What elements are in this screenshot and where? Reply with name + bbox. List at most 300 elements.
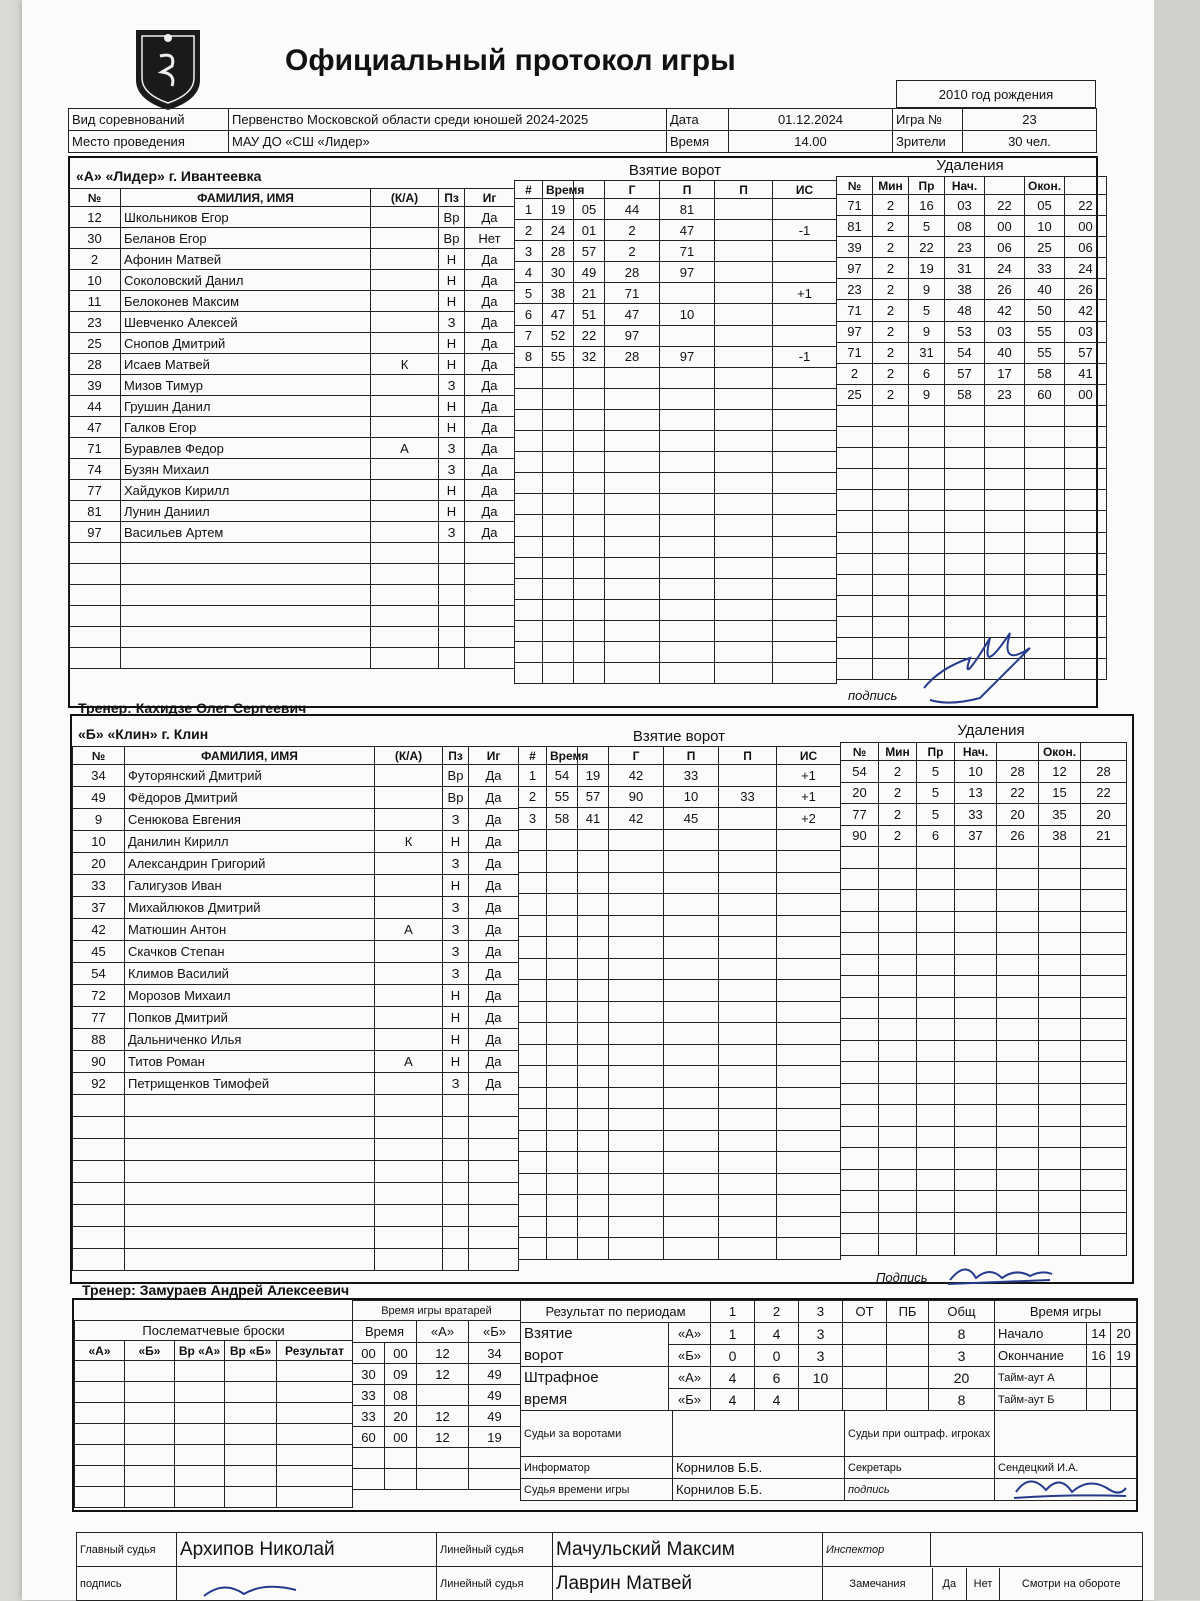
penalties-cell: 42: [1065, 300, 1107, 321]
empty-cell: [773, 409, 837, 430]
empty-cell: [664, 958, 719, 980]
penalties-cell: 2: [873, 258, 909, 279]
timeout-b-row: [995, 1389, 1137, 1411]
player-row: [73, 897, 519, 919]
goalie-cell: 34: [469, 1343, 521, 1364]
empty-cell: [917, 1169, 955, 1191]
empty-cell: [879, 1062, 917, 1084]
empty-cell: [75, 1382, 125, 1403]
empty-cell: [371, 543, 439, 564]
empty-cell: [515, 473, 543, 494]
empty-cell: [873, 405, 909, 426]
empty-cell: [873, 448, 909, 469]
empty-cell: [985, 595, 1025, 616]
empty-cell: [1039, 1126, 1081, 1148]
empty-cell: [879, 997, 917, 1019]
penalties-cell: 90: [841, 825, 879, 847]
is-header: ИС: [777, 747, 841, 765]
empty-cell: [574, 452, 605, 473]
empty-cell: [660, 388, 715, 409]
player-ig: Да: [469, 919, 519, 941]
goals-row: [515, 431, 837, 452]
period-value: [843, 1367, 887, 1389]
goals-cell: 22: [574, 325, 605, 346]
empty-cell: [719, 851, 777, 873]
empty-cell: [945, 553, 985, 574]
penalties-row: [841, 1083, 1127, 1105]
empty-cell: [715, 557, 773, 578]
goals-cell: 58: [547, 808, 578, 830]
empty-cell: [873, 427, 909, 448]
empty-cell: [519, 958, 547, 980]
player-name: Буравлев Федор: [121, 438, 371, 459]
empty-cell: [1039, 1062, 1081, 1084]
goals-cell: 21: [574, 283, 605, 304]
goals-cell: 57: [578, 786, 609, 808]
empty-cell: [515, 409, 543, 430]
penalties-cell: 5: [917, 804, 955, 826]
empty-cell: [837, 616, 873, 637]
goals-cell: 01: [574, 220, 605, 241]
player-num: 54: [73, 963, 125, 985]
empty-cell: [1081, 1191, 1127, 1213]
empty-cell: [997, 1191, 1039, 1213]
empty-cell: [719, 1238, 777, 1260]
shootout-row: [75, 1382, 353, 1403]
penalties-cell: 54: [841, 761, 879, 783]
player-name: Титов Роман: [125, 1051, 375, 1073]
empty-cell: [175, 1466, 225, 1487]
empty-cell: [719, 915, 777, 937]
empty-cell: [574, 663, 605, 684]
empty-cell: [873, 532, 909, 553]
empty-cell: [660, 641, 715, 662]
empty-cell: [75, 1403, 125, 1424]
goals-row: [519, 980, 841, 1002]
player-pz: Вр: [443, 787, 469, 809]
empty-cell: [664, 937, 719, 959]
penalties-row: [837, 216, 1107, 237]
goals-row: [515, 325, 837, 346]
empty-cell: [574, 388, 605, 409]
player-ka: [375, 853, 443, 875]
empty-cell: [519, 1152, 547, 1174]
empty-cell: [909, 595, 945, 616]
penalties-row: [837, 321, 1107, 342]
goalie-b-header: «Б»: [469, 1321, 521, 1343]
goals-cell: 3: [519, 808, 547, 830]
player-ka: [371, 417, 439, 438]
player-row: [69, 522, 515, 543]
empty-cell: [985, 490, 1025, 511]
goals-cell: [719, 765, 777, 787]
period-value: 4: [755, 1389, 799, 1411]
penalties-cell: 2: [873, 279, 909, 300]
goals-cell: -1: [773, 346, 837, 367]
empty-cell: [917, 1019, 955, 1041]
shootout-row: [75, 1466, 353, 1487]
empty-cell: [439, 648, 465, 669]
empty-cell: [547, 980, 578, 1002]
empty-cell: [519, 1044, 547, 1066]
empty-cell: [955, 868, 997, 890]
empty-cell: [841, 1212, 879, 1234]
empty-cell: [469, 1139, 519, 1161]
empty-cell: [1025, 490, 1065, 511]
empty-cell: [664, 1173, 719, 1195]
penalties-cell: 71: [837, 300, 873, 321]
player-pz: Н: [439, 480, 465, 501]
player-ig: Нет: [465, 228, 515, 249]
pen-num-header: №: [841, 743, 879, 761]
empty-cell: [997, 911, 1039, 933]
empty-cell: [578, 1238, 609, 1260]
player-row: [69, 564, 515, 585]
period-value: 3: [799, 1345, 843, 1367]
goals-cell: +1: [777, 786, 841, 808]
empty-cell: [515, 388, 543, 409]
empty-cell: [945, 469, 985, 490]
player-ka: [371, 312, 439, 333]
goals-cell: [719, 808, 777, 830]
empty-cell: [917, 1234, 955, 1256]
empty-cell: [777, 915, 841, 937]
empty-cell: [660, 620, 715, 641]
empty-cell: [443, 1205, 469, 1227]
empty-cell: [841, 911, 879, 933]
penalties-row: [841, 1191, 1127, 1213]
pen-start-header: Нач.: [945, 177, 985, 195]
goals-row: [515, 304, 837, 325]
empty-cell: [837, 637, 873, 658]
goals-row: [519, 1152, 841, 1174]
player-ig: Да: [465, 270, 515, 291]
empty-cell: [547, 872, 578, 894]
empty-cell: [660, 494, 715, 515]
empty-cell: [1081, 1040, 1127, 1062]
empty-cell: [578, 915, 609, 937]
empty-cell: [1039, 1234, 1081, 1256]
player-name: Беланов Егор: [121, 228, 371, 249]
goals-row: [519, 851, 841, 873]
goals-row: [519, 1195, 841, 1217]
pen-start-sec-header: [985, 177, 1025, 195]
empty-cell: [1039, 933, 1081, 955]
goals-cell: [715, 199, 773, 220]
empty-cell: [917, 1105, 955, 1127]
player-ig: Да: [465, 354, 515, 375]
empty-cell: [443, 1227, 469, 1249]
player-ig: Да: [469, 1051, 519, 1073]
empty-cell: [715, 536, 773, 557]
player-num: 2: [69, 249, 121, 270]
empty-cell: [1081, 1212, 1127, 1234]
empty-cell: [609, 937, 664, 959]
empty-cell: [439, 564, 465, 585]
period-team-label: «Б»: [669, 1389, 711, 1411]
pen-start-sec-header: [997, 743, 1039, 761]
penalties-row: [837, 279, 1107, 300]
goalie-cell: 33: [353, 1406, 385, 1427]
player-name: Соколовский Данил: [121, 270, 371, 291]
empty-cell: [609, 1173, 664, 1195]
penalties-row: [841, 976, 1127, 998]
player-ig: Да: [465, 480, 515, 501]
player-ig: Да: [469, 1007, 519, 1029]
empty-cell: [469, 1095, 519, 1117]
goalie-cell: 08: [385, 1385, 417, 1406]
empty-cell: [985, 511, 1025, 532]
player-ka: [375, 1029, 443, 1051]
empty-cell: [1025, 574, 1065, 595]
goals-cell: 47: [660, 220, 715, 241]
empty-cell: [375, 1095, 443, 1117]
player-ig: Да: [469, 1073, 519, 1095]
empty-cell: [121, 585, 371, 606]
goals-cell: 2: [519, 786, 547, 808]
empty-cell: [515, 367, 543, 388]
empty-cell: [873, 595, 909, 616]
penalties-row: [837, 532, 1107, 553]
empty-cell: [578, 937, 609, 959]
player-name: Лунин Даниил: [121, 501, 371, 522]
period-value: [843, 1323, 887, 1345]
empty-cell: [543, 452, 574, 473]
goals-cell: 71: [660, 241, 715, 262]
goals-cell: [773, 241, 837, 262]
goals-cell: 10: [660, 304, 715, 325]
goalie-cell: [417, 1385, 469, 1406]
empty-cell: [543, 557, 574, 578]
goals-cell: 7: [515, 325, 543, 346]
empty-cell: [1025, 553, 1065, 574]
empty-cell: [873, 659, 909, 680]
empty-cell: [515, 599, 543, 620]
player-row: [73, 787, 519, 809]
empty-cell: [73, 1183, 125, 1205]
empty-cell: [837, 405, 873, 426]
player-pz: Н: [443, 1051, 469, 1073]
remarks-yes[interactable]: Да: [933, 1568, 967, 1600]
empty-cell: [75, 1361, 125, 1382]
shoot-vr-b: Вр «Б»: [225, 1341, 277, 1361]
empty-cell: [955, 1126, 997, 1148]
empty-cell: [715, 431, 773, 452]
is-header: ИС: [773, 181, 837, 199]
empty-cell: [385, 1448, 417, 1469]
penalties-cell: 03: [985, 321, 1025, 342]
empty-cell: [660, 473, 715, 494]
empty-cell: [125, 1424, 175, 1445]
empty-cell: [543, 515, 574, 536]
empty-cell: [719, 937, 777, 959]
player-ka: [375, 1007, 443, 1029]
empty-cell: [841, 1019, 879, 1041]
penalties-row: [841, 1062, 1127, 1084]
empty-cell: [837, 553, 873, 574]
player-ig: Да: [465, 249, 515, 270]
gametime-title: Время игры: [995, 1301, 1137, 1323]
empty-cell: [543, 494, 574, 515]
empty-cell: [375, 1117, 443, 1139]
empty-cell: [121, 648, 371, 669]
goals-row: [515, 578, 837, 599]
empty-cell: [1081, 1019, 1127, 1041]
player-num: 33: [73, 875, 125, 897]
chief-referee-signature-icon: [200, 1578, 300, 1600]
player-pz: Н: [439, 354, 465, 375]
timeout-a-label: Тайм-аут А: [995, 1367, 1087, 1389]
player-row: [73, 1183, 519, 1205]
empty-cell: [719, 1023, 777, 1045]
empty-cell: [841, 1148, 879, 1170]
period-value: [887, 1367, 929, 1389]
period-value: 10: [799, 1367, 843, 1389]
empty-cell: [1025, 469, 1065, 490]
empty-cell: [917, 868, 955, 890]
empty-cell: [1081, 997, 1127, 1019]
player-row: [69, 333, 515, 354]
goals-cell: [715, 304, 773, 325]
empty-cell: [1081, 1083, 1127, 1105]
empty-cell: [719, 1216, 777, 1238]
empty-cell: [841, 976, 879, 998]
gametime-start-h: 14: [1087, 1323, 1111, 1345]
chief-referee-label: Главный судья: [77, 1533, 177, 1567]
period-header-row: [521, 1301, 995, 1323]
penalties-cell: 25: [837, 384, 873, 405]
empty-cell: [917, 1126, 955, 1148]
empty-cell: [660, 515, 715, 536]
player-pz: З: [443, 1073, 469, 1095]
timekeeper-label: Судья времени игры: [521, 1479, 673, 1501]
player-name: Футорянский Дмитрий: [125, 765, 375, 787]
player-num: 10: [69, 270, 121, 291]
empty-cell: [519, 980, 547, 1002]
pen-reason-header: Пр: [917, 743, 955, 761]
penalties-cell: 26: [1065, 279, 1107, 300]
goals-cell: 90: [609, 786, 664, 808]
player-num: 23: [69, 312, 121, 333]
header-info-table: [68, 108, 1097, 153]
penalties-row: [841, 782, 1127, 804]
shoot-a: «А»: [75, 1341, 125, 1361]
player-row: [69, 291, 515, 312]
remarks-no[interactable]: Нет: [967, 1568, 1001, 1600]
empty-cell: [609, 894, 664, 916]
player-num: 77: [69, 480, 121, 501]
penalties-cell: 24: [1065, 258, 1107, 279]
empty-cell: [1081, 933, 1127, 955]
empty-cell: [719, 872, 777, 894]
gametime-start-row: [995, 1323, 1137, 1345]
shootout-row: [75, 1361, 353, 1382]
empty-cell: [997, 1126, 1039, 1148]
empty-cell: [873, 574, 909, 595]
goalie-cell: 20: [385, 1406, 417, 1427]
period-value: 4: [755, 1323, 799, 1345]
player-pz: Вр: [443, 765, 469, 787]
penalties-row: [841, 1105, 1127, 1127]
empty-cell: [543, 536, 574, 557]
empty-cell: [225, 1445, 277, 1466]
line-judge-2-value: Лаврин Матвей: [553, 1567, 823, 1601]
ig-header: Иг: [465, 189, 515, 207]
goals-cell: 54: [547, 765, 578, 787]
player-row: [73, 985, 519, 1007]
empty-cell: [841, 997, 879, 1019]
penalties-cell: 33: [1025, 258, 1065, 279]
secretary-label: Секретарь: [845, 1457, 995, 1479]
empty-cell: [578, 1109, 609, 1131]
empty-cell: [773, 663, 837, 684]
empty-cell: [605, 557, 660, 578]
empty-cell: [773, 557, 837, 578]
goals-cell: +2: [777, 808, 841, 830]
empty-cell: [371, 606, 439, 627]
shootout-row: [75, 1445, 353, 1466]
penalties-cell: 22: [1065, 195, 1107, 216]
goals-row: [515, 515, 837, 536]
empty-cell: [955, 997, 997, 1019]
empty-cell: [225, 1487, 277, 1508]
empty-cell: [777, 937, 841, 959]
empty-cell: [777, 1173, 841, 1195]
player-name: Афонин Матвей: [121, 249, 371, 270]
empty-cell: [175, 1361, 225, 1382]
empty-cell: [664, 1152, 719, 1174]
empty-cell: [837, 469, 873, 490]
inspector-label: Инспектор: [823, 1533, 931, 1567]
penalties-cell: 40: [985, 342, 1025, 363]
period-row: [521, 1345, 995, 1367]
empty-cell: [543, 409, 574, 430]
empty-cell: [1065, 616, 1107, 637]
shootout-row: [75, 1487, 353, 1508]
remarks-label: Замечания: [823, 1568, 933, 1600]
empty-cell: [985, 532, 1025, 553]
empty-cell: [609, 958, 664, 980]
penalties-row: [841, 1126, 1127, 1148]
empty-cell: [955, 890, 997, 912]
empty-cell: [777, 1152, 841, 1174]
empty-cell: [547, 1238, 578, 1260]
empty-cell: [997, 1040, 1039, 1062]
period-pb-header: ПБ: [887, 1301, 929, 1323]
player-pz: Н: [439, 396, 465, 417]
empty-cell: [773, 641, 837, 662]
penalties-cell: 2: [873, 237, 909, 258]
player-name: Снопов Дмитрий: [121, 333, 371, 354]
date-label: Дата: [667, 109, 729, 131]
empty-cell: [543, 578, 574, 599]
goal-num-header: #: [519, 747, 547, 765]
player-name: Дальниченко Илья: [125, 1029, 375, 1051]
goals-row: [515, 473, 837, 494]
penalties-cell: 06: [985, 237, 1025, 258]
penalties-cell: 38: [945, 279, 985, 300]
goals-row: [515, 494, 837, 515]
player-name: Скачков Степан: [125, 941, 375, 963]
player-name: Морозов Михаил: [125, 985, 375, 1007]
period-row-label: Штрафное: [521, 1367, 669, 1389]
penalties-cell: 2: [873, 342, 909, 363]
empty-cell: [955, 1040, 997, 1062]
empty-cell: [777, 872, 841, 894]
empty-cell: [945, 490, 985, 511]
penalties-row: [841, 911, 1127, 933]
player-name: Галков Егор: [121, 417, 371, 438]
